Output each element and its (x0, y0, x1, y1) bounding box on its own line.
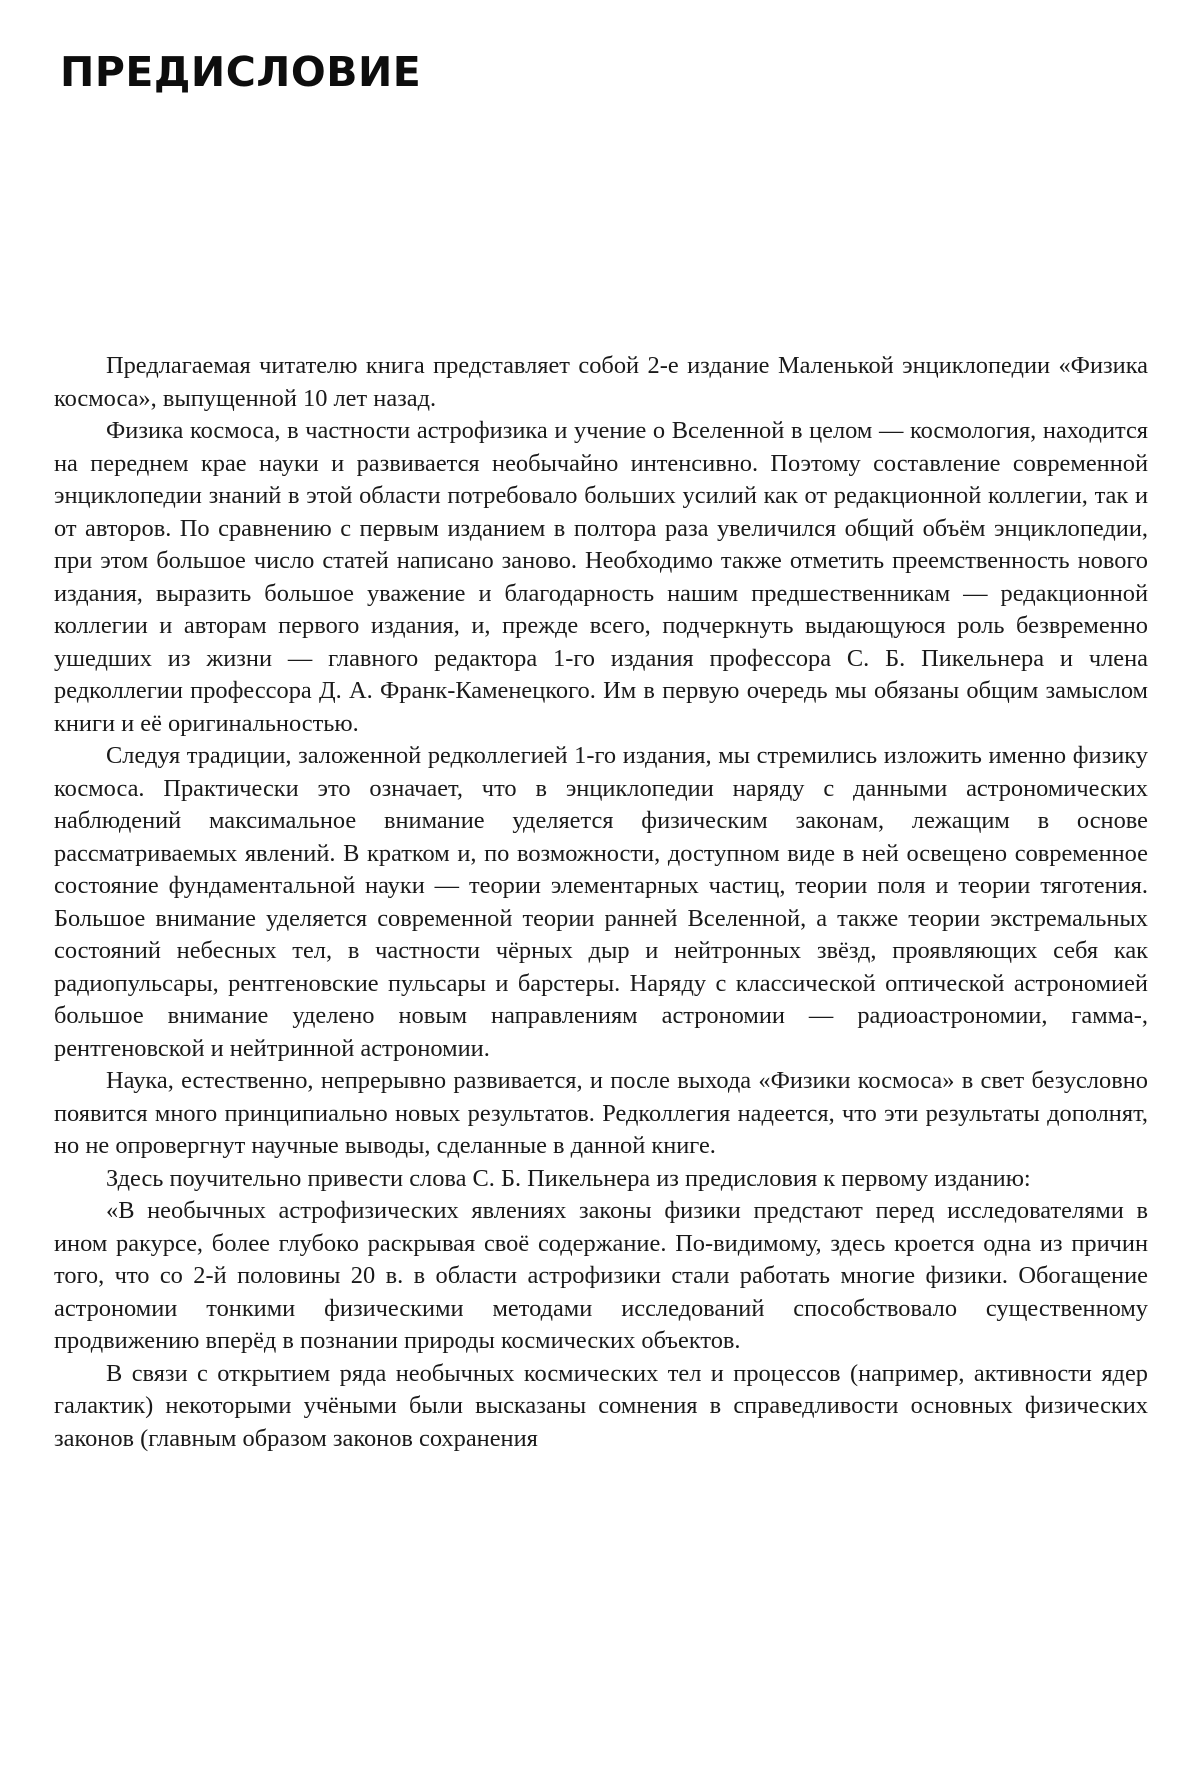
paragraph-4: Наука, естественно, непрерывно развивается, и после выхода «Физики космоса» в свет безусловно появится много принципиально новых результатов. Редколлегия надеется, что эти результаты дополнят, но не опровергнут научные выводы, сделанные в данной книге. (54, 1067, 1148, 1159)
paragraph-7-quote: В связи с открытием ряда необычных космических тел и процессов (например, активности ядер галактик) некоторыми учёными были высказаны сомнения в справедливости основных физических законов (главным образом законов сохранения (54, 1359, 1148, 1452)
page-title: ПРЕДИСЛОВИЕ (60, 48, 422, 96)
paragraph-5: Здесь поучительно привести слова С. Б. Пикельнера из предисловия к первому изданию: (106, 1164, 1031, 1192)
preface-body (54, 350, 1148, 1455)
paragraph-6-quote: «В необычных астрофизических явлениях законы физики предстают перед исследователями в ином ракурсе, более глубоко раскрывая своё содержание. По-видимому, здесь кроется одна из причин того, что со 2-й половины 20 в. в области астрофизики стали работать многие физики. Обогащение астрономии тонкими физическими методами исследований способствовало существенному продвижению вперёд в познании природы космических объектов. (54, 1197, 1148, 1354)
paragraph-3: Следуя традиции, заложенной редколлегией 1-го издания, мы стремились изложить именно физику космоса. Практически это означает, что в энциклопедии наряду с данными астрономических наблюдений максимальное внимание уделяется физическим законам, лежащим в основе рассматриваемых явлений. В кратком и, по возможности, доступном виде в ней освещено современное состояние фундаментальной науки — теории элементарных частиц, теории поля и теории тяготения. Большое внимание уделяется современной теории ранней Вселенной, а также теории экстремальных состояний небесных тел, в частности чёрных дыр и нейтронных звёзд, проявляющих себя как радиопульсары, рентгеновские пульсары и барстеры. Наряду с классической оптической астрономией большое внимание уделено новым направлениям астрономии — радиоастрономии, гамма-, рентгеновской и нейтринной астрономии. (54, 742, 1148, 1062)
paragraph-2: Физика космоса, в частности астрофизика и учение о Вселенной в целом — космология, находится на переднем крае науки и развивается необычайно интенсивно. Поэтому составление современной энциклопедии знаний в этой области потребовало больших усилий как от редакционной коллегии, так и от авторов. По сравнению с первым изданием в полтора раза увеличился общий объём энциклопедии, при этом большое число статей написано заново. Необходимо также отметить преемственность нового издания, выразить большое уважение и благодарность нашим предшественникам — редакционной коллегии и авторам первого издания, и, прежде всего, подчеркнуть выдающуюся роль безвременно ушедших из жизни — главного редактора 1-го издания профессора С. Б. Пикельнера и члена редколлегии профессора Д. А. Франк-Каменецкого. Им в первую очередь мы обязаны общим замыслом книги и её оригинальностью. (54, 417, 1148, 737)
paragraph-1: Предлагаемая читателю книга представляет собой 2-е издание Маленькой энциклопедии «Физика космоса», выпущенной 10 лет назад. (54, 352, 1148, 412)
